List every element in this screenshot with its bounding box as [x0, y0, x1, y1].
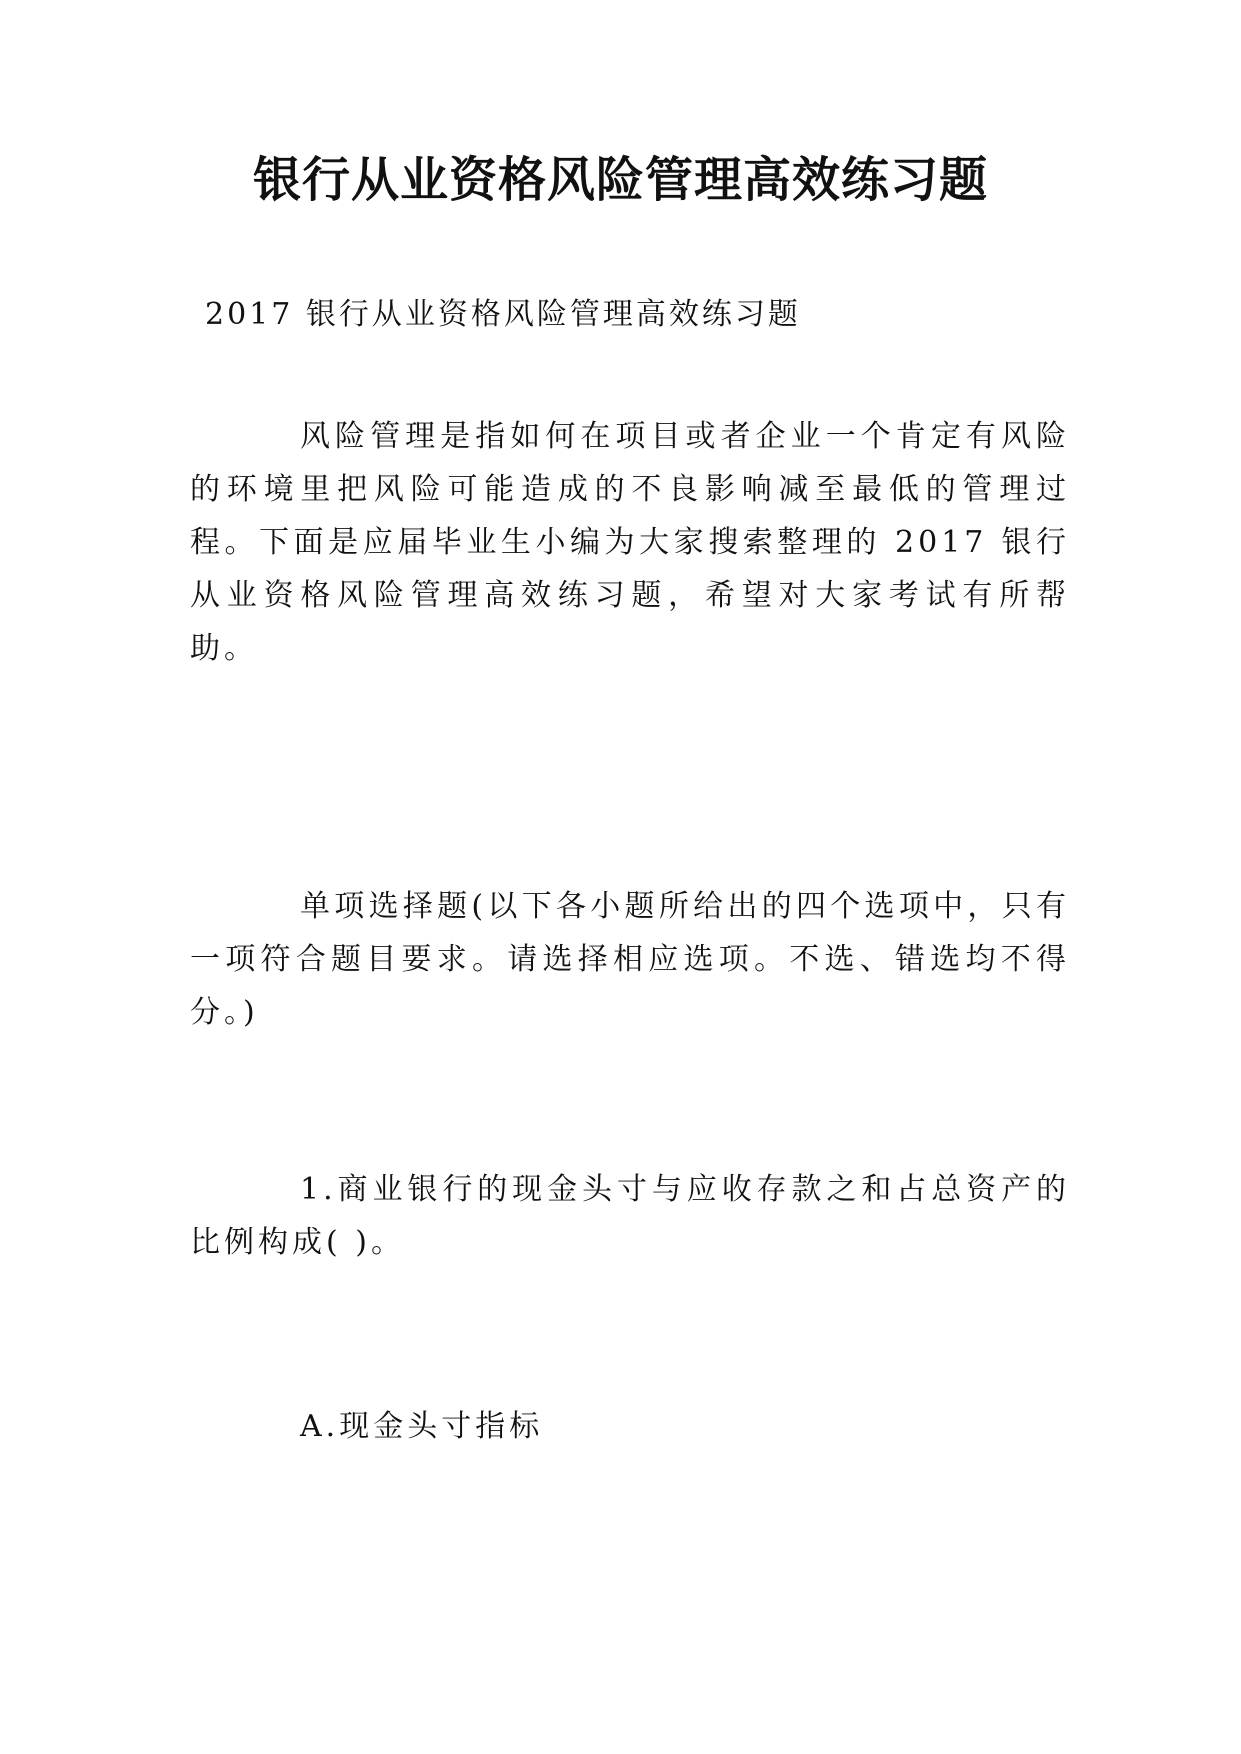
document-subtitle: 2017 银行从业资格风险管理高效练习题 [205, 297, 801, 332]
question-1: 1.商业银行的现金头寸与应收存款之和占总资产的比例构成( )。 [190, 1172, 1070, 1260]
document-title: 银行从业资格风险管理高效练习题 [252, 152, 988, 208]
instructions-paragraph: 单项选择题(以下各小题所给出的四个选项中，只有一项符合题目要求。请选择相应选项。不选、错选均不得分。) [190, 889, 1070, 1030]
question-1-option-a: A.现金头寸指标 [300, 1409, 544, 1444]
intro-paragraph: 风险管理是指如何在项目或者企业一个肯定有风险的环境里把风险可能造成的不良影响减至最低的管理过程。下面是应届毕业生小编为大家搜索整理的 2017 银行从业资格风险管理高效练习题，希望对大家考试有所帮助。 [190, 419, 1070, 666]
